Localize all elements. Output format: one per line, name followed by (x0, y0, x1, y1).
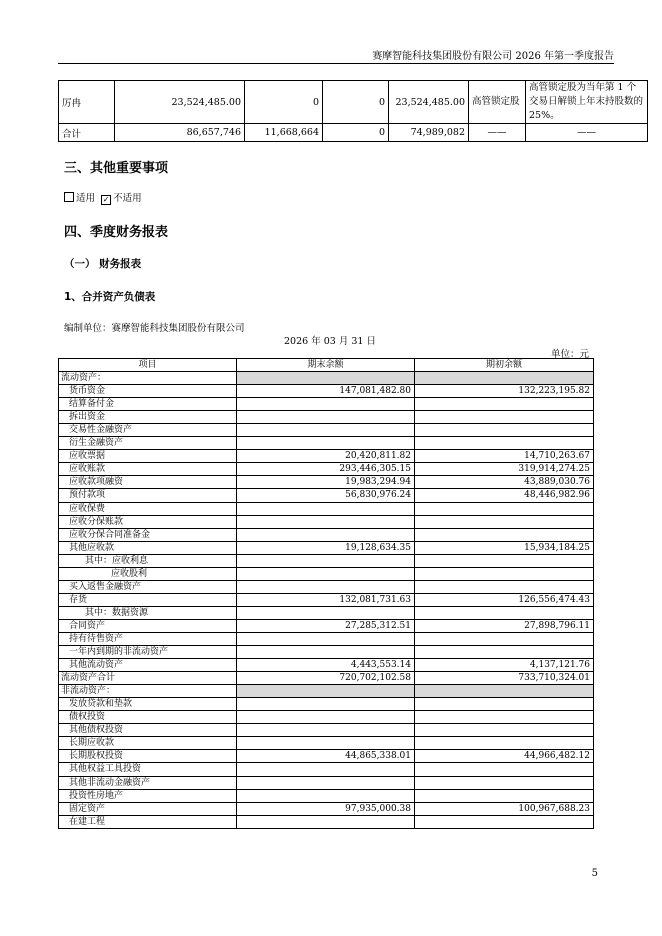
table-row (59, 567, 594, 580)
amount-cell: 97,935,000.38 (237, 802, 415, 815)
total-label: 合计 (59, 124, 115, 142)
amount-cell: 132,223,195.82 (415, 385, 594, 398)
row-label: 持有待售资产 (59, 632, 237, 645)
section-4-title: 四、季度财务报表 (64, 225, 169, 240)
amount-cell: 19,983,294.94 (237, 476, 415, 489)
amount-cell (415, 437, 594, 450)
table-row (59, 450, 594, 463)
restricted-shares-table (58, 80, 648, 142)
amount-cell (415, 606, 594, 619)
amount-cell (237, 606, 415, 619)
column-header-item: 项目 (59, 359, 237, 372)
table-row (59, 476, 594, 489)
amount-cell (237, 515, 415, 528)
amount-cell (237, 776, 415, 789)
table-row (59, 398, 594, 411)
amount-cell (237, 502, 415, 515)
table-row (59, 489, 594, 502)
amount-cell (237, 685, 415, 698)
row-label: 应收保费 (59, 502, 237, 515)
row-label: 存货 (59, 593, 237, 606)
amount-cell (415, 789, 594, 802)
amount-cell: 720,702,102.58 (237, 672, 415, 685)
cell: 0 (323, 81, 389, 124)
row-label: 固定资产 (59, 802, 237, 815)
row-label: 长期应收款 (59, 737, 237, 750)
balance-sheet-table (58, 358, 594, 829)
amount-cell: 126,556,474.43 (415, 593, 594, 606)
row-label: 其他流动资产 (59, 659, 237, 672)
amount-cell (237, 711, 415, 724)
amount-cell (237, 372, 415, 385)
cell: 23,524,485.00 (115, 81, 245, 124)
amount-cell (237, 528, 415, 541)
amount-cell (415, 724, 594, 737)
row-label: 预付款项 (59, 489, 237, 502)
table-row (59, 606, 594, 619)
row-label: 货币资金 (59, 385, 237, 398)
amount-cell (415, 632, 594, 645)
report-date: 2026 年 03 月 31 日 (284, 336, 376, 347)
amount-cell (415, 424, 594, 437)
amount-cell: 19,128,634.35 (237, 541, 415, 554)
row-label: 拆出资金 (59, 411, 237, 424)
amount-cell: 44,966,482.12 (415, 750, 594, 763)
table-row (59, 554, 594, 567)
row-label: 应收账款 (59, 463, 237, 476)
amount-cell: 100,967,688.23 (415, 802, 594, 815)
cell: 高管锁定股为当年第 1 个交易日解锁上年末持股数的 25%。 (526, 81, 648, 124)
row-label: 流动资产合计 (59, 672, 237, 685)
amount-cell (415, 515, 594, 528)
table-row (59, 698, 594, 711)
row-label: 在建工程 (59, 815, 237, 828)
row-label: 长期股权投资 (59, 750, 237, 763)
table-row (59, 124, 648, 142)
header-divider (58, 63, 614, 64)
table-row (59, 672, 594, 685)
amount-cell (415, 763, 594, 776)
row-label: 应收股利 (59, 567, 237, 580)
amount-cell (237, 437, 415, 450)
amount-cell (415, 711, 594, 724)
amount-cell (415, 698, 594, 711)
row-label: 应收分保账款 (59, 515, 237, 528)
amount-cell: 44,865,338.01 (237, 750, 415, 763)
table-row (59, 646, 594, 659)
amount-cell (237, 411, 415, 424)
amount-cell (237, 632, 415, 645)
cell: 高管锁定股 (469, 81, 526, 124)
table-row (59, 685, 594, 698)
amount-cell (237, 737, 415, 750)
table-row (59, 711, 594, 724)
amount-cell (237, 724, 415, 737)
page-number: 5 (591, 868, 598, 879)
compiler: 编制单位：赛摩智能科技集团股份有限公司 (64, 323, 245, 334)
row-label: 其他应收款 (59, 541, 237, 554)
checkbox-checked-icon: ✓ (102, 195, 110, 204)
page-header: 赛摩智能科技集团股份有限公司 2026 年第一季度报告 (372, 51, 614, 62)
checkbox-icon (64, 192, 74, 202)
row-label: 其他债权投资 (59, 724, 237, 737)
row-label: 衍生金融资产 (59, 437, 237, 450)
amount-cell: 4,443,553.14 (237, 659, 415, 672)
table-row (59, 515, 594, 528)
table-row (59, 424, 594, 437)
amount-cell (415, 372, 594, 385)
amount-cell (237, 815, 415, 828)
amount-cell: 43,889,030.76 (415, 476, 594, 489)
table-row (59, 750, 594, 763)
row-label: 投资性房地产 (59, 789, 237, 802)
currency-unit: 单位：元 (550, 349, 589, 360)
table-row (59, 724, 594, 737)
table-row (59, 815, 594, 828)
row-label: 合同资产 (59, 619, 237, 632)
amount-cell (415, 685, 594, 698)
cell: —— (469, 124, 526, 142)
table-row (59, 802, 594, 815)
row-label: 其他非流动金融资产 (59, 776, 237, 789)
amount-cell (415, 580, 594, 593)
amount-cell: 4,137,121.76 (415, 659, 594, 672)
table-row (59, 659, 594, 672)
option-label: 适用 (76, 193, 96, 204)
amount-cell (237, 424, 415, 437)
table-row (59, 541, 594, 554)
table-row (59, 580, 594, 593)
row-label: 其中：应收利息 (59, 554, 237, 567)
table-row (59, 789, 594, 802)
amount-cell: 27,898,796.11 (415, 619, 594, 632)
column-header-end: 期末余额 (237, 359, 415, 372)
table-row (59, 502, 594, 515)
table-header-row (59, 359, 594, 372)
row-label: 结算备付金 (59, 398, 237, 411)
amount-cell (415, 567, 594, 580)
table-row (59, 437, 594, 450)
amount-cell (237, 646, 415, 659)
amount-cell: 56,830,976.24 (237, 489, 415, 502)
row-label: 应收票据 (59, 450, 237, 463)
amount-cell (237, 698, 415, 711)
amount-cell: 319,914,274.25 (415, 463, 594, 476)
amount-cell (415, 528, 594, 541)
table-row (59, 385, 594, 398)
row-label: 买入返售金融资产 (59, 580, 237, 593)
cell: —— (526, 124, 648, 142)
row-label: 其他权益工具投资 (59, 763, 237, 776)
option-label: 不适用 (113, 193, 142, 204)
amount-cell (415, 398, 594, 411)
section-3-title: 三、其他重要事项 (64, 161, 169, 176)
amount-cell: 27,285,312.51 (237, 619, 415, 632)
amount-cell: 15,934,184.25 (415, 541, 594, 554)
row-label: 非流动资产： (59, 685, 237, 698)
amount-cell (415, 411, 594, 424)
row-label: 交易性金融资产 (59, 424, 237, 437)
amount-cell: 14,710,263.67 (415, 450, 594, 463)
amount-cell: 293,446,305.15 (237, 463, 415, 476)
amount-cell (237, 580, 415, 593)
subsection-title: （一） 财务报表 (64, 258, 142, 270)
amount-cell (237, 398, 415, 411)
amount-cell: 48,446,982.96 (415, 489, 594, 502)
applicability-options (64, 190, 142, 205)
column-header-begin: 期初余额 (415, 359, 594, 372)
row-label: 一年内到期的非流动资产 (59, 646, 237, 659)
cell: 86,657,746 (115, 124, 245, 142)
table-row (59, 619, 594, 632)
cell: 0 (323, 124, 389, 142)
subsection-title: 1、合并资产负债表 (64, 291, 156, 303)
shareholder-name: 厉冉 (59, 81, 115, 124)
amount-cell (415, 737, 594, 750)
amount-cell (415, 502, 594, 515)
amount-cell (237, 554, 415, 567)
amount-cell (237, 789, 415, 802)
table-row (59, 372, 594, 385)
cell: 0 (245, 81, 323, 124)
amount-cell (415, 646, 594, 659)
table-row (59, 632, 594, 645)
amount-cell (415, 815, 594, 828)
amount-cell (237, 567, 415, 580)
amount-cell (415, 776, 594, 789)
table-row (59, 81, 648, 124)
amount-cell (415, 554, 594, 567)
amount-cell (237, 763, 415, 776)
table-row (59, 463, 594, 476)
row-label: 其中：数据资源 (59, 606, 237, 619)
table-row (59, 528, 594, 541)
row-label: 债权投资 (59, 711, 237, 724)
amount-cell: 20,420,811.82 (237, 450, 415, 463)
row-label: 应收分保合同准备金 (59, 528, 237, 541)
cell: 74,989,082 (389, 124, 469, 142)
amount-cell: 132,081,731.63 (237, 593, 415, 606)
table-row (59, 593, 594, 606)
cell: 11,668,664 (245, 124, 323, 142)
amount-cell: 147,081,482.80 (237, 385, 415, 398)
amount-cell: 733,710,324.01 (415, 672, 594, 685)
table-row (59, 737, 594, 750)
row-label: 应收款项融资 (59, 476, 237, 489)
table-row (59, 776, 594, 789)
table-row (59, 763, 594, 776)
cell: 23,524,485.00 (389, 81, 469, 124)
row-label: 发放贷款和垫款 (59, 698, 237, 711)
row-label: 流动资产： (59, 372, 237, 385)
table-row (59, 411, 594, 424)
